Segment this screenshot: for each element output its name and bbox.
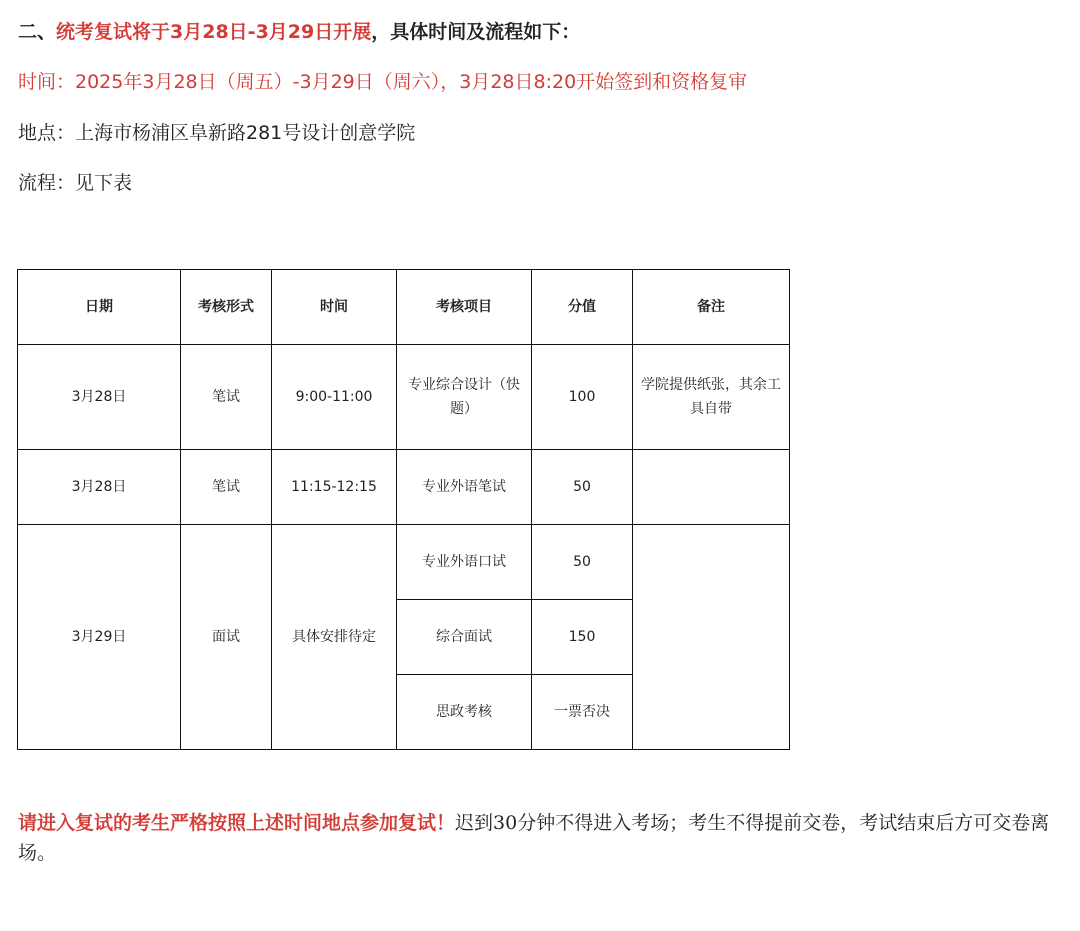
section-prefix: 二、 <box>18 21 57 43</box>
cell-note <box>633 450 790 525</box>
cell-item: 专业外语口试 <box>397 525 532 600</box>
cell-score: 50 <box>532 525 633 600</box>
section-highlight: 统考复试将于3月28日-3月29日开展 <box>56 21 372 43</box>
cell-score: 100 <box>532 345 633 450</box>
cell-form: 笔试 <box>181 450 272 525</box>
header-score: 分值 <box>532 270 633 345</box>
cell-score: 150 <box>532 600 633 675</box>
header-form: 考核形式 <box>181 270 272 345</box>
cell-item: 综合面试 <box>397 600 532 675</box>
time-line: 时间：2025年3月28日（周五）-3月29日（周六），3月28日8:20开始签到和资格复审 <box>18 71 748 93</box>
cell-time: 11:15-12:15 <box>272 450 397 525</box>
location-line: 地点：上海市杨浦区阜新路281号设计创意学院 <box>18 122 416 144</box>
header-date: 日期 <box>18 270 181 345</box>
cell-date: 3月29日 <box>18 525 181 750</box>
cell-note: 学院提供纸张，其余工具自带 <box>633 345 790 450</box>
table-row <box>18 345 790 450</box>
cell-item: 思政考核 <box>397 675 532 750</box>
section-suffix: ，具体时间及流程如下： <box>371 21 581 43</box>
process-line: 流程：见下表 <box>18 172 133 194</box>
schedule-table <box>17 269 790 750</box>
table-header-row <box>18 270 790 345</box>
table-row <box>18 450 790 525</box>
cell-item: 专业综合设计（快题） <box>397 345 532 450</box>
cell-date: 3月28日 <box>18 450 181 525</box>
table-row <box>18 525 790 600</box>
notice-highlight: 请进入复试的考生严格按照上述时间地点参加复试！ <box>18 812 456 834</box>
cell-score: 50 <box>532 450 633 525</box>
cell-form: 面试 <box>181 525 272 750</box>
header-note: 备注 <box>633 270 790 345</box>
cell-time: 具体安排待定 <box>272 525 397 750</box>
cell-time: 9:00-11:00 <box>272 345 397 450</box>
cell-item: 专业外语笔试 <box>397 450 532 525</box>
cell-note <box>633 525 790 750</box>
cell-date: 3月28日 <box>18 345 181 450</box>
header-time: 时间 <box>272 270 397 345</box>
notice-paragraph <box>18 808 1073 868</box>
section-heading <box>18 18 580 46</box>
cell-form: 笔试 <box>181 345 272 450</box>
header-item: 考核项目 <box>397 270 532 345</box>
notice-text: 迟到30分钟不得进入考场；考生不得提前交卷，考试结束后方可交卷离场。 <box>18 812 1050 864</box>
cell-score: 一票否决 <box>532 675 633 750</box>
